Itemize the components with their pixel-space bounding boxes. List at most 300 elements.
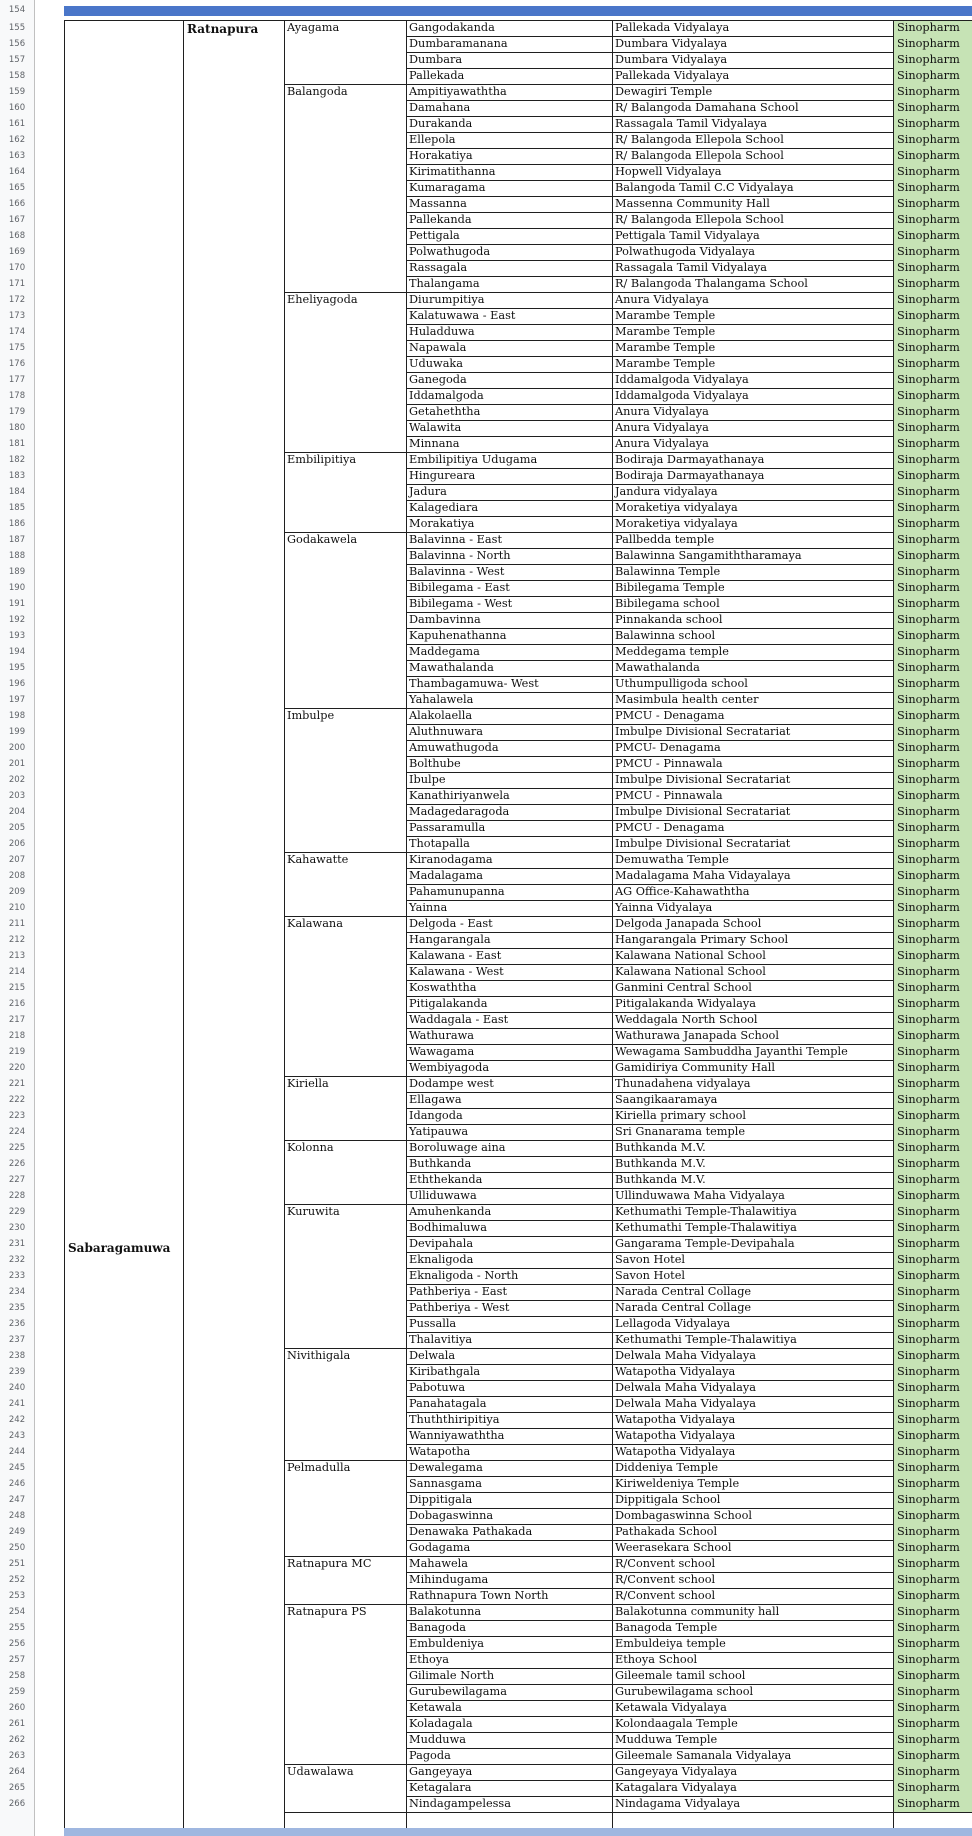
gn-division-cell[interactable]: Kiranodagama: [409, 853, 493, 866]
table-row[interactable]: [0, 1732, 972, 1748]
table-row[interactable]: [0, 36, 972, 52]
table-row[interactable]: [0, 564, 972, 580]
table-row[interactable]: [0, 1636, 972, 1652]
vaccination-center-cell[interactable]: Polwathugoda Vidyalaya: [615, 245, 756, 258]
divisional-secretariat-cell[interactable]: Kahawatte: [287, 853, 349, 866]
vaccination-center-cell[interactable]: Pallekada Vidyalaya: [615, 21, 730, 34]
divisional-secretariat-cell[interactable]: [284, 1700, 406, 1716]
gn-division-cell[interactable]: Minnana: [409, 437, 460, 450]
vaccination-center-cell[interactable]: Savon Hotel: [615, 1253, 686, 1266]
table-row[interactable]: [0, 1252, 972, 1268]
vaccination-center-cell[interactable]: Marambe Temple: [615, 341, 716, 354]
vaccination-center-cell[interactable]: Imbulpe Divisional Secratariat: [615, 837, 791, 850]
table-row[interactable]: [0, 932, 972, 948]
table-row[interactable]: [0, 1076, 972, 1092]
vaccination-center-cell[interactable]: Mawathalanda: [615, 661, 700, 674]
table-row[interactable]: [0, 1700, 972, 1716]
gn-division-cell[interactable]: Dambavinna: [409, 613, 481, 626]
table-row[interactable]: [0, 484, 972, 500]
gn-division-cell[interactable]: Koladagala: [409, 1717, 473, 1730]
divisional-secretariat-cell[interactable]: [284, 52, 406, 68]
vaccine-cell[interactable]: Sinopharm: [893, 836, 972, 852]
table-row[interactable]: [0, 596, 972, 612]
vaccine-cell[interactable]: Sinopharm: [893, 356, 972, 372]
vaccine-cell[interactable]: Sinopharm: [893, 1028, 972, 1044]
vaccine-cell[interactable]: Sinopharm: [893, 900, 972, 916]
vaccine-cell[interactable]: Sinopharm: [893, 1188, 972, 1204]
vaccination-center-cell[interactable]: Delgoda Janapada School: [615, 917, 762, 930]
vaccination-center-cell[interactable]: Anura Vidyalaya: [615, 437, 709, 450]
vaccine-cell[interactable]: Sinopharm: [893, 676, 972, 692]
divisional-secretariat-cell[interactable]: [284, 1476, 406, 1492]
vaccination-center-cell[interactable]: Watapotha Vidyalaya: [615, 1429, 736, 1442]
table-row[interactable]: [0, 116, 972, 132]
table-row[interactable]: [0, 1444, 972, 1460]
vaccine-cell[interactable]: Sinopharm: [893, 660, 972, 676]
divisional-secretariat-cell[interactable]: [284, 628, 406, 644]
vaccination-center-cell[interactable]: Gileemale tamil school: [615, 1669, 746, 1682]
vaccination-center-cell[interactable]: Delwala Maha Vidyalaya: [615, 1349, 756, 1362]
vaccine-cell[interactable]: Sinopharm: [893, 580, 972, 596]
vaccine-cell[interactable]: Sinopharm: [893, 1524, 972, 1540]
gn-division-cell[interactable]: Balavinna - North: [409, 549, 511, 562]
table-row[interactable]: [0, 100, 972, 116]
table-row[interactable]: [0, 1220, 972, 1236]
divisional-secretariat-cell[interactable]: [284, 932, 406, 948]
divisional-secretariat-cell[interactable]: Nivithigala: [287, 1349, 351, 1362]
gn-division-cell[interactable]: Bolthube: [409, 757, 461, 770]
vaccination-center-cell[interactable]: Pallbedda temple: [615, 533, 715, 546]
vaccine-cell[interactable]: Sinopharm: [893, 20, 972, 36]
table-row[interactable]: [0, 452, 972, 468]
gn-division-cell[interactable]: Passaramulla: [409, 821, 486, 834]
divisional-secretariat-cell[interactable]: [284, 868, 406, 884]
vaccination-center-cell[interactable]: Rassagala Tamil Vidyalaya: [615, 117, 768, 130]
table-row[interactable]: [0, 1348, 972, 1364]
table-row[interactable]: [0, 372, 972, 388]
vaccination-center-cell[interactable]: Pinnakanda school: [615, 613, 723, 626]
table-row[interactable]: [0, 820, 972, 836]
divisional-secretariat-cell[interactable]: [284, 1796, 406, 1812]
vaccination-center-cell[interactable]: Watapotha Vidyalaya: [615, 1445, 736, 1458]
vaccine-cell[interactable]: Sinopharm: [893, 996, 972, 1012]
gn-division-cell[interactable]: Balakotunna: [409, 1605, 482, 1618]
vaccination-center-cell[interactable]: PMCU - Denagama: [615, 709, 725, 722]
divisional-secretariat-cell[interactable]: [284, 1588, 406, 1604]
vaccination-center-cell[interactable]: Madalagama Maha Vidayalaya: [615, 869, 791, 882]
vaccine-cell[interactable]: Sinopharm: [893, 1620, 972, 1636]
gn-division-cell[interactable]: Devipahala: [409, 1237, 474, 1250]
vaccination-center-cell[interactable]: Ketawala Vidyalaya: [615, 1701, 727, 1714]
vaccine-cell[interactable]: Sinopharm: [893, 1172, 972, 1188]
vaccine-cell[interactable]: Sinopharm: [893, 1796, 972, 1812]
gn-division-cell[interactable]: Gilimale North: [409, 1669, 495, 1682]
table-row[interactable]: [0, 1140, 972, 1156]
vaccine-cell[interactable]: Sinopharm: [893, 340, 972, 356]
divisional-secretariat-cell[interactable]: [284, 324, 406, 340]
table-row[interactable]: [0, 916, 972, 932]
vaccine-cell[interactable]: Sinopharm: [893, 1060, 972, 1076]
vaccine-cell[interactable]: Sinopharm: [893, 1332, 972, 1348]
vaccination-center-cell[interactable]: Dippitigala School: [615, 1493, 721, 1506]
divisional-secretariat-cell[interactable]: [284, 1252, 406, 1268]
gn-division-cell[interactable]: Pitigalakanda: [409, 997, 488, 1010]
vaccination-center-cell[interactable]: Ethoya School: [615, 1653, 698, 1666]
gn-division-cell[interactable]: Pallekanda: [409, 213, 472, 226]
vaccination-center-cell[interactable]: Massenna Community Hall: [615, 197, 770, 210]
vaccination-center-cell[interactable]: Ganmini Central School: [615, 981, 752, 994]
divisional-secretariat-cell[interactable]: [284, 1396, 406, 1412]
vaccine-cell[interactable]: Sinopharm: [893, 1156, 972, 1172]
table-row[interactable]: [0, 1716, 972, 1732]
vaccination-center-cell[interactable]: Embuldeiya temple: [615, 1637, 726, 1650]
table-row[interactable]: [0, 1796, 972, 1812]
table-row[interactable]: [0, 404, 972, 420]
vaccine-cell[interactable]: Sinopharm: [893, 148, 972, 164]
table-row[interactable]: [0, 612, 972, 628]
table-row[interactable]: [0, 1380, 972, 1396]
divisional-secretariat-cell[interactable]: Embilipitiya: [287, 453, 357, 466]
gn-division-cell[interactable]: Nindagampelessa: [409, 1797, 511, 1810]
divisional-secretariat-cell[interactable]: [284, 996, 406, 1012]
divisional-secretariat-cell[interactable]: [284, 1652, 406, 1668]
table-row[interactable]: [0, 1124, 972, 1140]
gn-division-cell[interactable]: Mihindugama: [409, 1573, 489, 1586]
table-row[interactable]: [0, 1684, 972, 1700]
table-row[interactable]: [0, 1540, 972, 1556]
vaccine-cell[interactable]: Sinopharm: [893, 740, 972, 756]
table-row[interactable]: [0, 1332, 972, 1348]
vaccine-cell[interactable]: Sinopharm: [893, 1764, 972, 1780]
divisional-secretariat-cell[interactable]: Godakawela: [287, 533, 358, 546]
gn-division-cell[interactable]: Gurubewilagama: [409, 1685, 507, 1698]
vaccination-center-cell[interactable]: Buthkanda M.V.: [615, 1173, 706, 1186]
vaccination-center-cell[interactable]: Gamidiriya Community Hall: [615, 1061, 776, 1074]
gn-division-cell[interactable]: Kumaragama: [409, 181, 486, 194]
divisional-secretariat-cell[interactable]: Ratnapura MC: [287, 1557, 372, 1570]
vaccination-center-cell[interactable]: R/Convent school: [615, 1573, 716, 1586]
vaccine-cell[interactable]: Sinopharm: [893, 1092, 972, 1108]
table-row[interactable]: [0, 548, 972, 564]
gn-division-cell[interactable]: Madalagama: [409, 869, 484, 882]
table-row[interactable]: [0, 1556, 972, 1572]
divisional-secretariat-cell[interactable]: [284, 1780, 406, 1796]
divisional-secretariat-cell[interactable]: [284, 484, 406, 500]
divisional-secretariat-cell[interactable]: [284, 1332, 406, 1348]
vaccine-cell[interactable]: Sinopharm: [893, 1668, 972, 1684]
vaccination-center-cell[interactable]: Weddagala North School: [615, 1013, 758, 1026]
vaccine-cell[interactable]: Sinopharm: [893, 1124, 972, 1140]
divisional-secretariat-cell[interactable]: [284, 1524, 406, 1540]
divisional-secretariat-cell[interactable]: [284, 36, 406, 52]
table-row[interactable]: [0, 1204, 972, 1220]
vaccine-cell[interactable]: Sinopharm: [893, 932, 972, 948]
vaccine-cell[interactable]: Sinopharm: [893, 1444, 972, 1460]
vaccination-center-cell[interactable]: Hopwell Vidyalaya: [615, 165, 722, 178]
table-row[interactable]: [0, 1492, 972, 1508]
province-cell[interactable]: Sabaragamuwa: [68, 1241, 171, 1255]
table-row[interactable]: [0, 996, 972, 1012]
vaccine-cell[interactable]: Sinopharm: [893, 276, 972, 292]
table-row[interactable]: [0, 724, 972, 740]
vaccination-center-cell[interactable]: Dewagiri Temple: [615, 85, 713, 98]
gn-division-cell[interactable]: Ibulpe: [409, 773, 446, 786]
vaccination-center-cell[interactable]: Bibilegama school: [615, 597, 720, 610]
vaccine-cell[interactable]: Sinopharm: [893, 228, 972, 244]
vaccination-center-cell[interactable]: Delwala Maha Vidyalaya: [615, 1381, 756, 1394]
gn-division-cell[interactable]: Getaheththa: [409, 405, 481, 418]
divisional-secretariat-cell[interactable]: [284, 1620, 406, 1636]
gn-division-cell[interactable]: Pabotuwa: [409, 1381, 466, 1394]
table-row[interactable]: [0, 180, 972, 196]
table-row[interactable]: [0, 68, 972, 84]
table-row[interactable]: [0, 1236, 972, 1252]
gn-division-cell[interactable]: Ellepola: [409, 133, 456, 146]
vaccine-cell[interactable]: Sinopharm: [893, 1428, 972, 1444]
divisional-secretariat-cell[interactable]: [284, 580, 406, 596]
district-cell[interactable]: Ratnapura: [187, 22, 259, 36]
table-row[interactable]: [0, 804, 972, 820]
divisional-secretariat-cell[interactable]: [284, 1412, 406, 1428]
gn-division-cell[interactable]: Sannasgama: [409, 1477, 482, 1490]
gn-division-cell[interactable]: Thotapalla: [409, 837, 470, 850]
gn-division-cell[interactable]: Bodhimaluwa: [409, 1221, 487, 1234]
table-row[interactable]: [0, 420, 972, 436]
gn-division-cell[interactable]: Panahatagala: [409, 1397, 487, 1410]
gn-division-cell[interactable]: Dippitigala: [409, 1493, 473, 1506]
gn-division-cell[interactable]: Amuhenkanda: [409, 1205, 492, 1218]
vaccine-cell[interactable]: Sinopharm: [893, 100, 972, 116]
gn-division-cell[interactable]: Kalagediara: [409, 501, 479, 514]
vaccination-center-cell[interactable]: Balawinna school: [615, 629, 716, 642]
vaccination-center-cell[interactable]: PMCU - Pinnawala: [615, 757, 723, 770]
vaccine-cell[interactable]: Sinopharm: [893, 1748, 972, 1764]
gn-division-cell[interactable]: Thuththiripitiya: [409, 1413, 500, 1426]
divisional-secretariat-cell[interactable]: [284, 1172, 406, 1188]
vaccination-center-cell[interactable]: Kethumathi Temple-Thalawitiya: [615, 1333, 797, 1346]
vaccine-cell[interactable]: Sinopharm: [893, 484, 972, 500]
gn-division-cell[interactable]: Koswaththa: [409, 981, 477, 994]
vaccination-center-cell[interactable]: Narada Central Collage: [615, 1285, 752, 1298]
gn-division-cell[interactable]: Delgoda - East: [409, 917, 493, 930]
vaccination-center-cell[interactable]: R/ Balangoda Ellepola School: [615, 213, 784, 226]
table-row[interactable]: [0, 1060, 972, 1076]
gn-division-cell[interactable]: Maddegama: [409, 645, 480, 658]
divisional-secretariat-cell[interactable]: Balangoda: [287, 85, 348, 98]
divisional-secretariat-cell[interactable]: [284, 500, 406, 516]
table-row[interactable]: [0, 244, 972, 260]
gn-division-cell[interactable]: Gangeyaya: [409, 1765, 473, 1778]
table-row[interactable]: [0, 276, 972, 292]
vaccine-cell[interactable]: Sinopharm: [893, 420, 972, 436]
table-row[interactable]: [0, 1668, 972, 1684]
gn-division-cell[interactable]: Kalawana - West: [409, 965, 504, 978]
divisional-secretariat-cell[interactable]: [284, 68, 406, 84]
gn-division-cell[interactable]: Eknaligoda: [409, 1253, 474, 1266]
gn-division-cell[interactable]: Idangoda: [409, 1109, 463, 1122]
table-row[interactable]: [0, 84, 972, 100]
vaccination-center-cell[interactable]: Kiriweldeniya Temple: [615, 1477, 740, 1490]
table-row[interactable]: [0, 1316, 972, 1332]
vaccination-center-cell[interactable]: R/Convent school: [615, 1557, 716, 1570]
gn-division-cell[interactable]: Dumbaramanana: [409, 37, 508, 50]
divisional-secretariat-cell[interactable]: [284, 964, 406, 980]
vaccination-center-cell[interactable]: Dumbara Vidyalaya: [615, 53, 728, 66]
vaccination-center-cell[interactable]: Savon Hotel: [615, 1269, 686, 1282]
divisional-secretariat-cell[interactable]: [284, 1748, 406, 1764]
table-row[interactable]: [0, 324, 972, 340]
table-row[interactable]: [0, 1780, 972, 1796]
table-row[interactable]: [0, 788, 972, 804]
table-row[interactable]: [0, 836, 972, 852]
vaccination-center-cell[interactable]: Wathurawa Janapada School: [615, 1029, 779, 1042]
table-row[interactable]: [0, 52, 972, 68]
vaccine-cell[interactable]: Sinopharm: [893, 372, 972, 388]
table-row[interactable]: [0, 1188, 972, 1204]
vaccine-cell[interactable]: Sinopharm: [893, 1204, 972, 1220]
vaccine-cell[interactable]: Sinopharm: [893, 516, 972, 532]
divisional-secretariat-cell[interactable]: [284, 948, 406, 964]
table-row[interactable]: [0, 1300, 972, 1316]
vaccine-cell[interactable]: Sinopharm: [893, 212, 972, 228]
gn-division-cell[interactable]: Thalangama: [409, 277, 480, 290]
table-row[interactable]: [0, 196, 972, 212]
gn-division-cell[interactable]: Bibilegama - East: [409, 581, 510, 594]
vaccination-center-cell[interactable]: Marambe Temple: [615, 309, 716, 322]
vaccine-cell[interactable]: Sinopharm: [893, 404, 972, 420]
vaccination-center-cell[interactable]: Watapotha Vidyalaya: [615, 1365, 736, 1378]
divisional-secretariat-cell[interactable]: [284, 436, 406, 452]
gn-division-cell[interactable]: Kalawana - East: [409, 949, 502, 962]
vaccine-cell[interactable]: Sinopharm: [893, 1540, 972, 1556]
divisional-secretariat-cell[interactable]: [284, 1108, 406, 1124]
gn-division-cell[interactable]: Rassagala: [409, 261, 468, 274]
vaccination-center-cell[interactable]: Rassagala Tamil Vidyalaya: [615, 261, 768, 274]
divisional-secretariat-cell[interactable]: [284, 724, 406, 740]
vaccine-cell[interactable]: Sinopharm: [893, 468, 972, 484]
gn-division-cell[interactable]: Horakatiya: [409, 149, 473, 162]
vaccination-center-cell[interactable]: Mudduwa Temple: [615, 1733, 718, 1746]
vaccine-cell[interactable]: Sinopharm: [893, 436, 972, 452]
vaccine-cell[interactable]: Sinopharm: [893, 1460, 972, 1476]
divisional-secretariat-cell[interactable]: [284, 756, 406, 772]
table-row[interactable]: [0, 1524, 972, 1540]
vaccine-cell[interactable]: Sinopharm: [893, 804, 972, 820]
table-row[interactable]: [0, 356, 972, 372]
gn-division-cell[interactable]: Wawagama: [409, 1045, 475, 1058]
divisional-secretariat-cell[interactable]: [284, 1028, 406, 1044]
gn-division-cell[interactable]: Ellagawa: [409, 1093, 462, 1106]
divisional-secretariat-cell[interactable]: [284, 1316, 406, 1332]
table-row[interactable]: [0, 1284, 972, 1300]
vaccination-center-cell[interactable]: PMCU - Pinnawala: [615, 789, 723, 802]
vaccine-cell[interactable]: Sinopharm: [893, 1348, 972, 1364]
vaccination-center-cell[interactable]: Wewagama Sambuddha Jayanthi Temple: [615, 1045, 848, 1058]
vaccination-center-cell[interactable]: Ullinduwawa Maha Vidyalaya: [615, 1189, 785, 1202]
vaccine-cell[interactable]: Sinopharm: [893, 532, 972, 548]
vaccination-center-cell[interactable]: Kiriella primary school: [615, 1109, 746, 1122]
vaccine-cell[interactable]: Sinopharm: [893, 1412, 972, 1428]
vaccine-cell[interactable]: Sinopharm: [893, 1588, 972, 1604]
gn-division-cell[interactable]: Mahawela: [409, 1557, 469, 1570]
divisional-secretariat-cell[interactable]: [284, 196, 406, 212]
divisional-secretariat-cell[interactable]: [284, 1508, 406, 1524]
divisional-secretariat-cell[interactable]: [284, 260, 406, 276]
divisional-secretariat-cell[interactable]: [284, 1684, 406, 1700]
gn-division-cell[interactable]: Wanniyawaththa: [409, 1429, 505, 1442]
table-row[interactable]: [0, 164, 972, 180]
vaccine-cell[interactable]: Sinopharm: [893, 1572, 972, 1588]
gn-division-cell[interactable]: Pussalla: [409, 1317, 457, 1330]
vaccination-center-cell[interactable]: Lellagoda Vidyalaya: [615, 1317, 731, 1330]
divisional-secretariat-cell[interactable]: [284, 820, 406, 836]
gn-division-cell[interactable]: Hangarangala: [409, 933, 491, 946]
gn-division-cell[interactable]: Ketawala: [409, 1701, 462, 1714]
vaccination-center-cell[interactable]: Jandura vidyalaya: [615, 485, 718, 498]
divisional-secretariat-cell[interactable]: [284, 548, 406, 564]
table-row[interactable]: [0, 292, 972, 308]
gn-division-cell[interactable]: Bibilegama - West: [409, 597, 513, 610]
table-row[interactable]: [0, 1012, 972, 1028]
divisional-secretariat-cell[interactable]: Imbulpe: [287, 709, 335, 722]
vaccination-center-cell[interactable]: R/ Balangoda Ellepola School: [615, 133, 784, 146]
vaccination-center-cell[interactable]: Diddeniya Temple: [615, 1461, 719, 1474]
gn-division-cell[interactable]: Jadura: [409, 485, 447, 498]
vaccine-cell[interactable]: Sinopharm: [893, 692, 972, 708]
divisional-secretariat-cell[interactable]: Kalawana: [287, 917, 343, 930]
divisional-secretariat-cell[interactable]: [284, 1060, 406, 1076]
table-row[interactable]: [0, 1508, 972, 1524]
divisional-secretariat-cell[interactable]: [284, 1300, 406, 1316]
vaccination-center-cell[interactable]: R/ Balangoda Ellepola School: [615, 149, 784, 162]
table-row[interactable]: [0, 884, 972, 900]
divisional-secretariat-cell[interactable]: [284, 1284, 406, 1300]
gn-division-cell[interactable]: Dodampe west: [409, 1077, 494, 1090]
table-row[interactable]: [0, 1748, 972, 1764]
vaccination-center-cell[interactable]: Marambe Temple: [615, 357, 716, 370]
vaccination-center-cell[interactable]: Bodiraja Darmayathanaya: [615, 453, 765, 466]
vaccination-center-cell[interactable]: Delwala Maha Vidyalaya: [615, 1397, 756, 1410]
table-row[interactable]: [0, 1588, 972, 1604]
vaccine-cell[interactable]: Sinopharm: [893, 1652, 972, 1668]
divisional-secretariat-cell[interactable]: [284, 1188, 406, 1204]
gn-division-cell[interactable]: Ethoya: [409, 1653, 449, 1666]
vaccine-cell[interactable]: Sinopharm: [893, 564, 972, 580]
vaccination-center-cell[interactable]: Thunadahena vidyalaya: [615, 1077, 751, 1090]
divisional-secretariat-cell[interactable]: [284, 1092, 406, 1108]
vaccine-cell[interactable]: Sinopharm: [893, 52, 972, 68]
vaccination-center-cell[interactable]: Imbulpe Divisional Secratariat: [615, 805, 791, 818]
vaccination-center-cell[interactable]: PMCU - Denagama: [615, 821, 725, 834]
table-row[interactable]: [0, 1044, 972, 1060]
vaccination-center-cell[interactable]: Iddamalgoda Vidyalaya: [615, 373, 749, 386]
gn-division-cell[interactable]: Ganegoda: [409, 373, 467, 386]
gn-division-cell[interactable]: Mudduwa: [409, 1733, 466, 1746]
gn-division-cell[interactable]: Ampitiyawaththa: [409, 85, 507, 98]
vaccine-cell[interactable]: Sinopharm: [893, 1476, 972, 1492]
divisional-secretariat-cell[interactable]: [284, 116, 406, 132]
vaccine-cell[interactable]: Sinopharm: [893, 1012, 972, 1028]
gn-division-cell[interactable]: Pathberiya - East: [409, 1285, 508, 1298]
vaccine-cell[interactable]: Sinopharm: [893, 964, 972, 980]
vaccine-cell[interactable]: Sinopharm: [893, 324, 972, 340]
divisional-secretariat-cell[interactable]: [284, 212, 406, 228]
divisional-secretariat-cell[interactable]: [284, 788, 406, 804]
gn-division-cell[interactable]: Yatipauwa: [409, 1125, 469, 1138]
divisional-secretariat-cell[interactable]: [284, 1428, 406, 1444]
table-row[interactable]: [0, 1572, 972, 1588]
gn-division-cell[interactable]: Mawathalanda: [409, 661, 494, 674]
